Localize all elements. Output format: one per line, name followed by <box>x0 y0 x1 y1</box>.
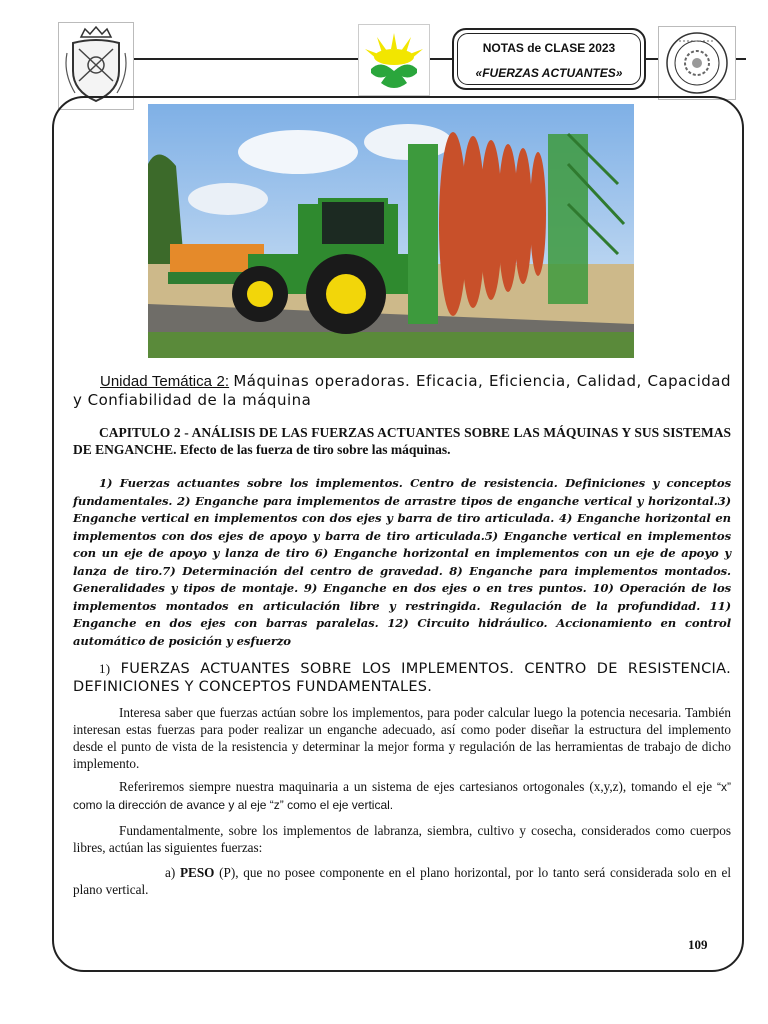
topics-list: 1) Fuerzas actuantes sobre los implementos. Centro de resistencia. Definiciones y conceptos fundamentales. 2) Enganche para implementos de arrastre tipos de enganche vertical y horizontal.3) Enganche vertical en implementos con dos ejes y barra de tiro articulada. 4) Enganche horizontal en implementos con dos ejes de apoyo y barra de tiro articulada.5) Enganche vertical en implementos con un eje de apoyo y lanza de tiro 6) Enganche horizontal en implementos con un eje de apoyo y lanza de tiro.7) Determinación del centro de gravedad. 8) Enganche para implementos montados. Generalidades y tipos de montaje. 9) Enganche en dos ejes o en tres puntos. 10) Operación de los implementos montados en articulación libre y restringida. Regulación de la profundidad. 11) Enganche en dos ejes con barras paralelas. 12) Circuito hidráulico. Accionamiento en control automático de posición y esfuerzo <box>73 476 731 648</box>
unit-label: Unidad Temática 2: <box>100 373 230 390</box>
weight-item-prefix: a) <box>165 865 180 880</box>
header-rule <box>130 58 746 60</box>
unit-title: Máquinas operadoras. Eficacia, Eficiencia, Calidad, Capacidad y Confiabilidad de la máquina <box>73 372 731 409</box>
paragraph-axes-part2: “x” como la dirección de avance y al eje “z” como el eje vertical. <box>73 780 732 812</box>
weight-item-text: (P), que no posee componente en el plano horizontal, por lo tanto será considerada solo en el plano vertical. <box>73 865 731 897</box>
paragraph-free-bodies: Fundamentalmente, sobre los implementos de labranza, siembra, cultivo y cosecha, considerados como cuerpos libres, actúan las siguientes fuerzas: <box>73 823 731 855</box>
paragraph-forces-intro: Interesa saber que fuerzas actúan sobre los implementos, para poder calcular luego la potencia necesaria. También interesan estas fuerzas para poder realizar un enganche adecuado, así como poder diseñar la estructura del implemento desde el punto de vista de la resistencia y determinar la mejor forma y regulación de las herramientas de trabajo de dicho implemento. <box>73 705 731 771</box>
paragraph-axes <box>73 778 731 814</box>
weight-item-term: PESO <box>179 865 215 880</box>
sun-leaves-logo <box>358 24 430 96</box>
paragraph-weight <box>73 864 731 898</box>
section-title: FUERZAS ACTUANTES SOBRE LOS IMPLEMENTOS. CENTRO DE RESISTENCIA. DEFINICIONES Y CONCEPTOS FUNDAMENTALES. <box>73 661 731 695</box>
header-title-line1: NOTAS de CLASE 2023 <box>482 41 616 55</box>
page-number: 109 <box>688 937 708 952</box>
unit-heading <box>73 372 731 410</box>
maquinaria-agricola-seal-logo <box>658 26 736 100</box>
section-number: 1) <box>99 661 111 676</box>
header-title-line2: «FUERZAS ACTUANTES» <box>475 66 623 80</box>
notes-title-box <box>452 28 646 90</box>
section-heading <box>73 660 731 696</box>
chapter-heading: CAPITULO 2 - ANÁLISIS DE LAS FUERZAS ACTUANTES SOBRE LAS MÁQUINAS Y SUS SISTEMAS DE ENGANCHE. Efecto de las fuerza de tiro sobre las máquinas. <box>73 425 731 457</box>
paragraph-axes-part1: Referiremos siempre nuestra maquinaria a un sistema de ejes cartesianos ortogonales (x,y,z), tomando el eje <box>119 779 713 794</box>
tractor-seeder-photo <box>148 104 634 358</box>
